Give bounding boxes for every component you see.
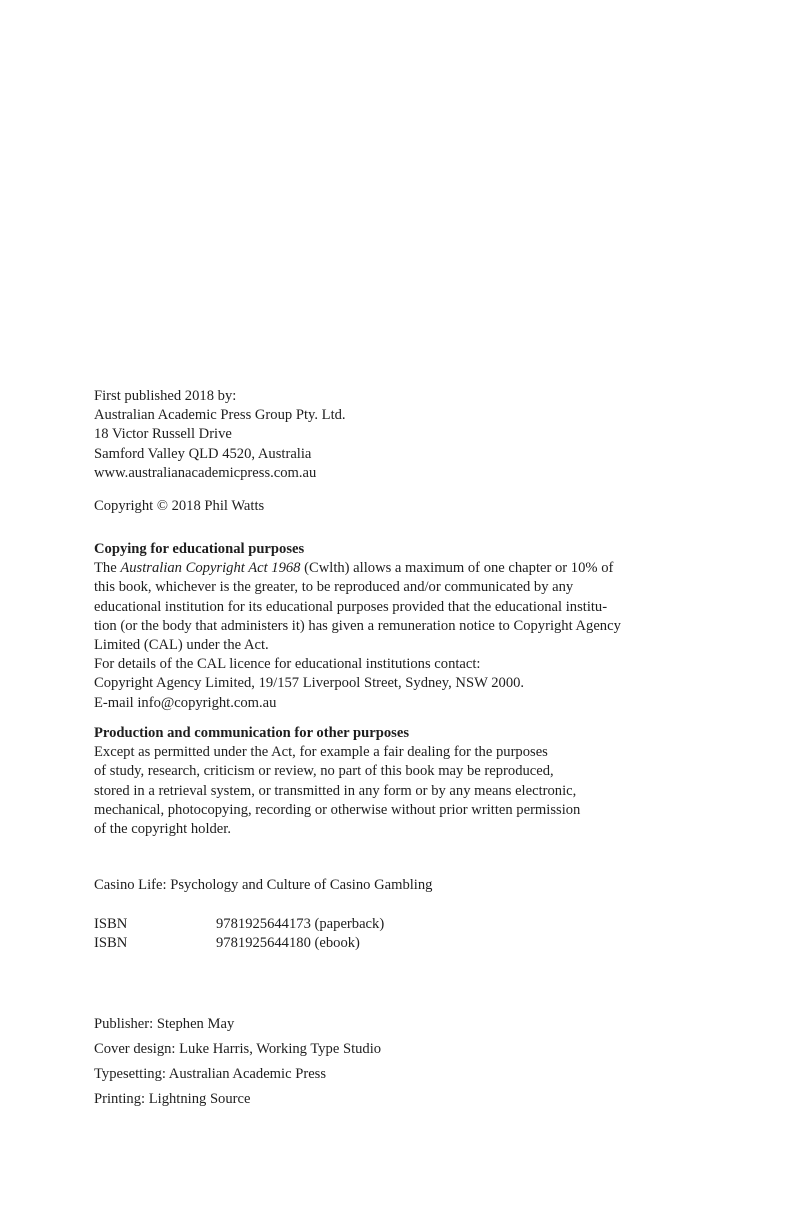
educational-line: educational institution for its educational purposes provided that the educational institu- xyxy=(94,598,608,615)
educational-line: Copyright Agency Limited, 19/157 Liverpool Street, Sydney, NSW 2000. xyxy=(94,675,525,692)
isbn-row xyxy=(94,915,384,934)
educational-line: tion (or the body that administers it) has given a remuneration notice to Copyright Agency xyxy=(94,617,621,634)
isbn-row xyxy=(94,934,384,953)
publisher-name: Australian Academic Press Group Pty. Ltd. xyxy=(94,407,346,424)
educational-line: Limited (CAL) under the Act. xyxy=(94,636,269,653)
copyright-block xyxy=(94,497,264,516)
book-title: Casino Life: Psychology and Culture of Casino Gambling xyxy=(94,877,433,893)
other-purposes-line: of the copyright holder. xyxy=(94,820,231,837)
other-purposes-line: of study, research, criticism or review, no part of this book may be reproduced, xyxy=(94,763,554,780)
isbn-block xyxy=(94,915,384,953)
act-title: Australian Copyright Act 1968 xyxy=(120,560,301,577)
publisher-website: www.australianacademicpress.com.au xyxy=(94,464,317,481)
isbn-value: 9781925644180 (ebook) xyxy=(216,935,360,952)
book-title-block xyxy=(94,876,432,895)
credits-block xyxy=(94,1012,381,1112)
educational-line: For details of the CAL licence for educational institutions contact: xyxy=(94,656,481,673)
isbn-label: ISBN xyxy=(94,916,128,932)
educational-line: this book, whichever is the greater, to be reproduced and/or communicated by any xyxy=(94,579,574,596)
printing-credit: Printing: Lightning Source xyxy=(94,1091,251,1107)
copyright-notice: Copyright © 2018 Phil Watts xyxy=(94,498,265,514)
publisher-locality: Samford Valley QLD 4520, Australia xyxy=(94,445,312,462)
other-purposes-heading: Production and communication for other purposes xyxy=(94,725,410,741)
other-purposes-line: stored in a retrieval system, or transmitted in any form or by any means electronic, xyxy=(94,782,577,799)
published-by-line: First published 2018 by: xyxy=(94,388,237,404)
publisher-credit: Publisher: Stephen May xyxy=(94,1016,235,1032)
isbn-label: ISBN xyxy=(94,935,128,952)
educational-section xyxy=(94,540,621,713)
typesetting-credit: Typesetting: Australian Academic Press xyxy=(94,1066,327,1082)
publication-block xyxy=(94,387,346,483)
other-purposes-line: mechanical, photocopying, recording or otherwise without prior written permission xyxy=(94,801,581,818)
educational-line1-prefix: The xyxy=(94,560,121,577)
educational-email: E-mail info@copyright.com.au xyxy=(94,694,277,711)
publisher-street: 18 Victor Russell Drive xyxy=(94,426,232,443)
educational-line1-suffix: (Cwlth) allows a maximum of one chapter or 10% of xyxy=(300,560,614,577)
isbn-value: 9781925644173 (paperback) xyxy=(216,916,385,932)
other-purposes-section xyxy=(94,724,580,839)
educational-heading: Copying for educational purposes xyxy=(94,541,305,557)
cover-design-credit: Cover design: Luke Harris, Working Type Studio xyxy=(94,1041,382,1057)
other-purposes-line: Except as permitted under the Act, for example a fair dealing for the purposes xyxy=(94,744,548,761)
educational-line xyxy=(94,559,621,578)
